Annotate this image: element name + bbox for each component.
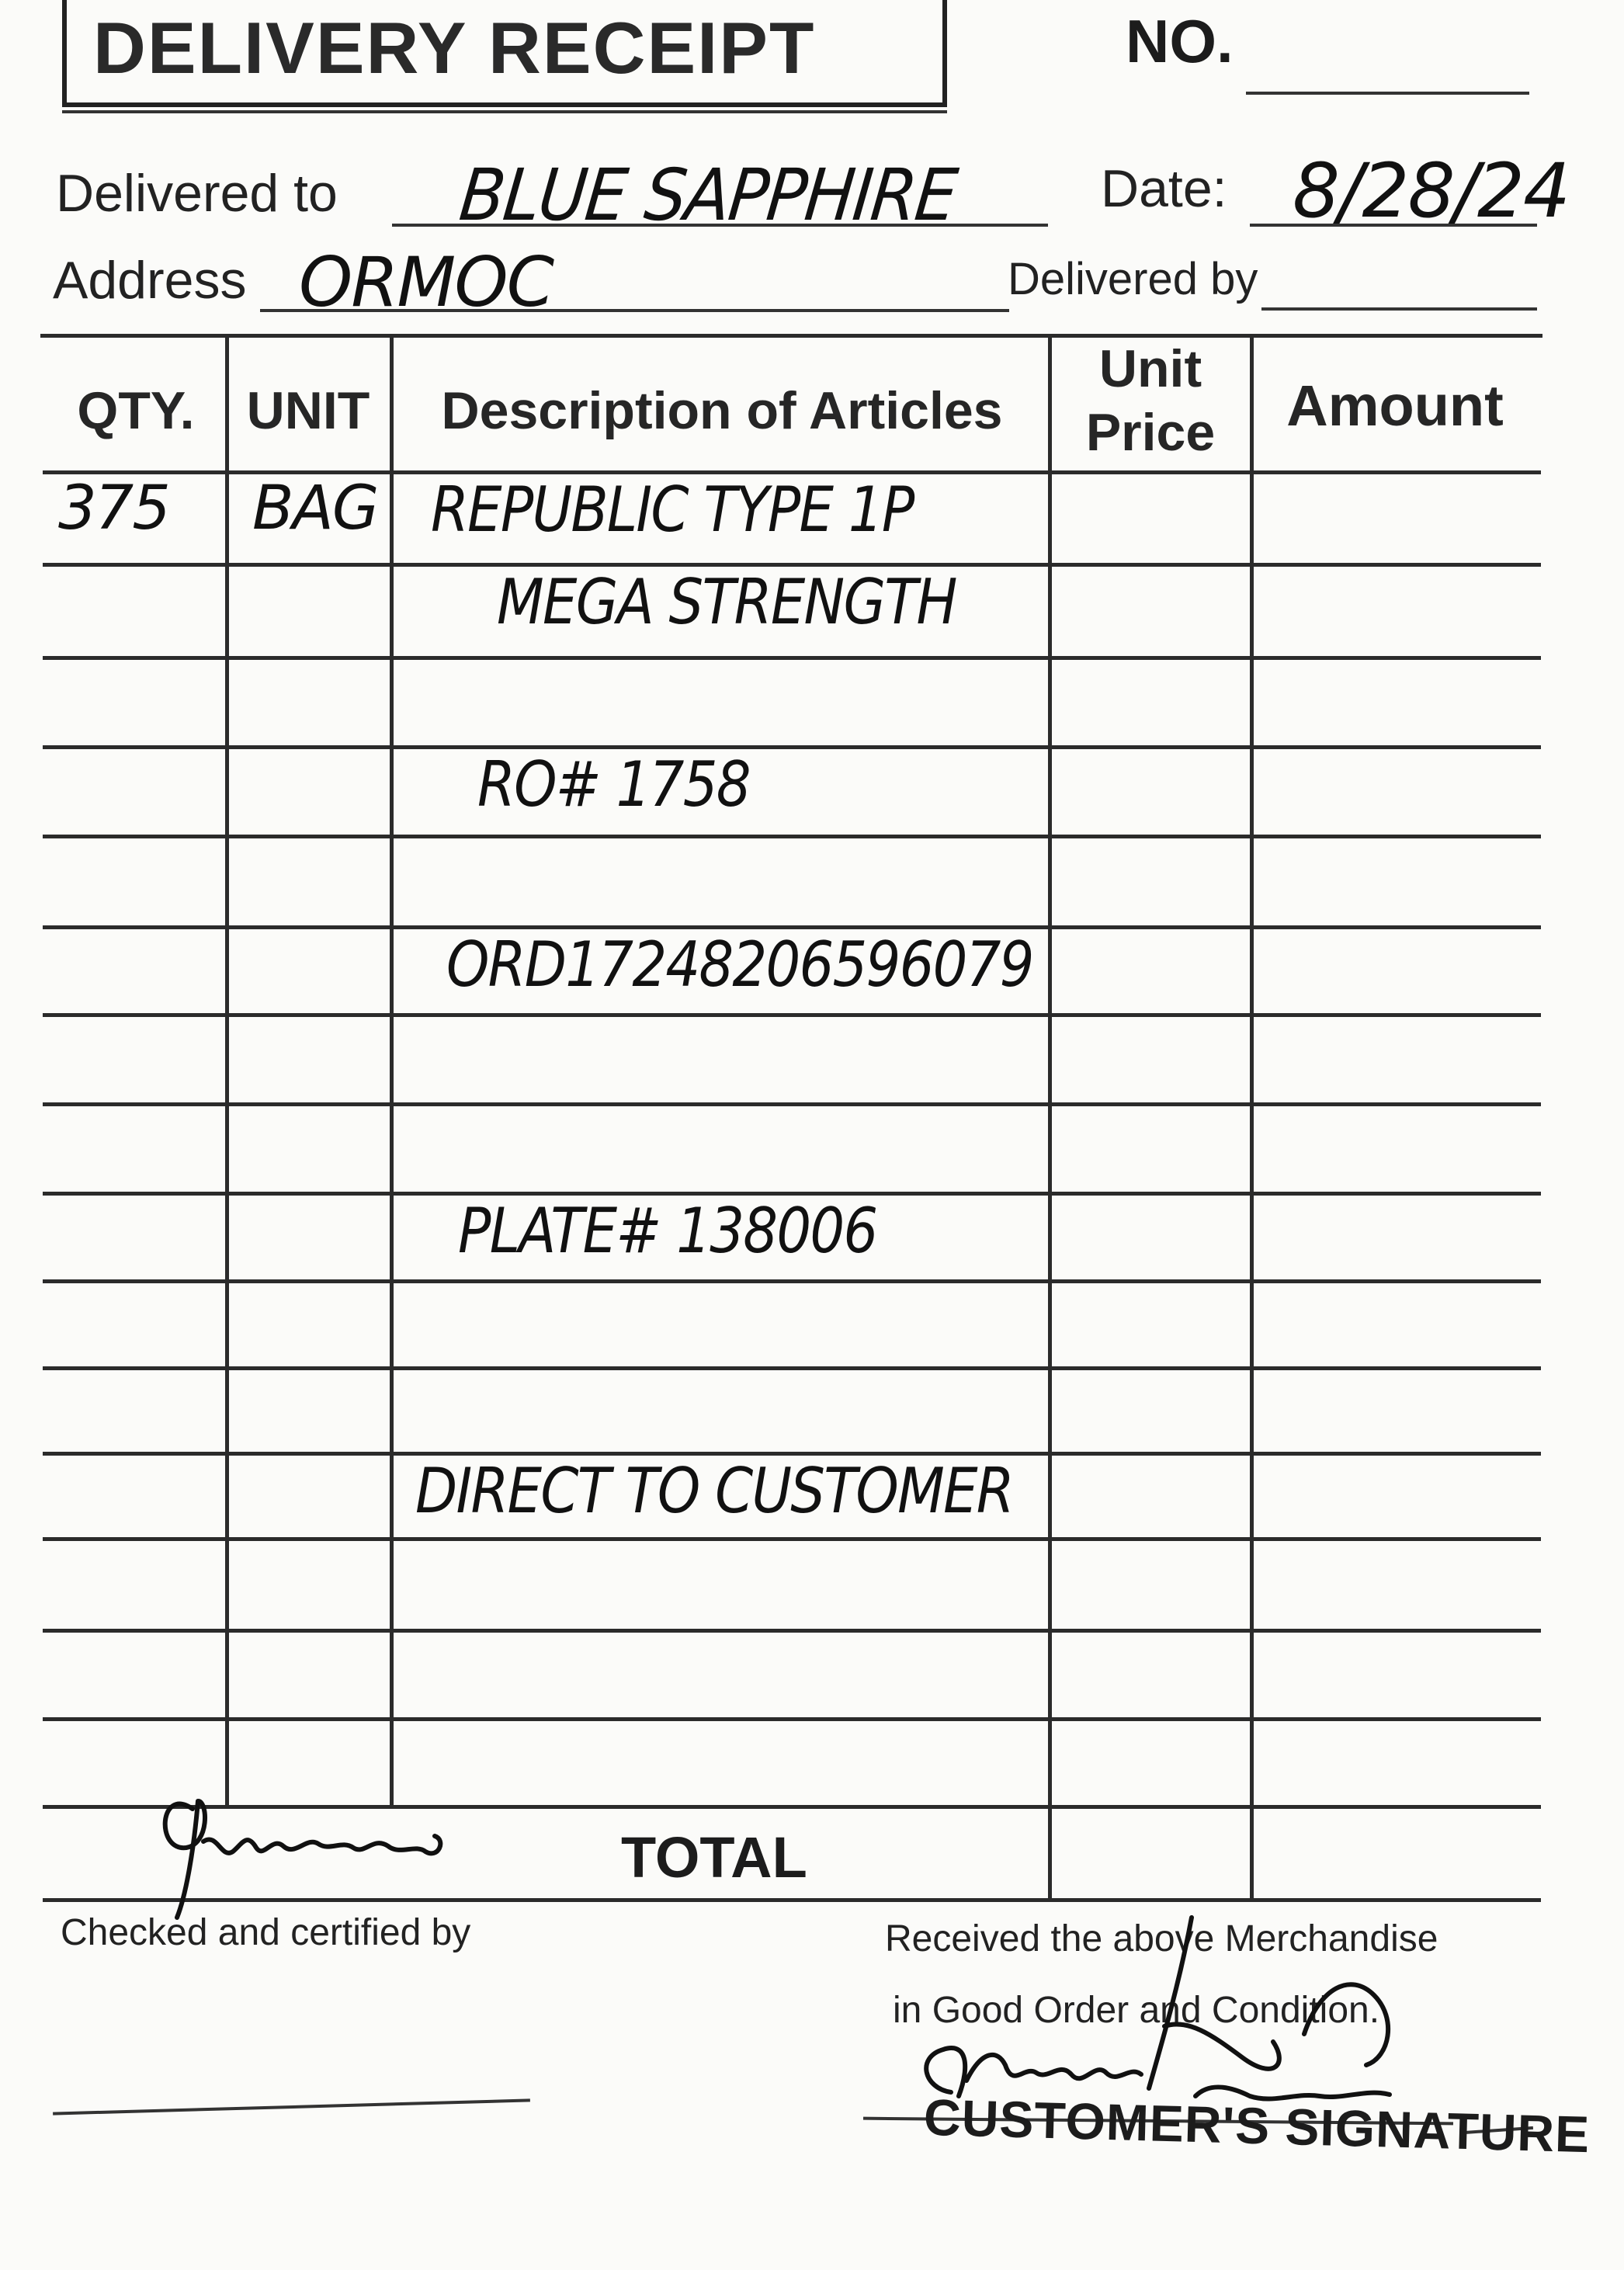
delivered-by-label: Delivered by xyxy=(1008,254,1258,304)
row-line xyxy=(43,1898,1541,1902)
column-header-unit: UNIT xyxy=(246,381,370,440)
receipt-title: DELIVERY RECEIPT xyxy=(93,7,816,89)
receipt-number-line xyxy=(1246,92,1529,95)
column-header-unit-price xyxy=(1050,337,1251,464)
customer-signature-label: CUSTOMER'S SIGNATURE xyxy=(923,2088,1591,2164)
row-line xyxy=(43,835,1541,838)
delivered-to-value: BLUE SAPPHIRE xyxy=(456,154,960,237)
address-label: Address xyxy=(53,251,247,310)
checker-signature-line xyxy=(53,2098,530,2115)
delivered-to-label: Delivered to xyxy=(56,164,338,223)
received-text-line2: in Good Order and Condition. xyxy=(893,1990,1380,2031)
row-description: DIRECT TO CUSTOMER xyxy=(415,1455,1013,1527)
row-line xyxy=(43,1013,1541,1017)
row-line xyxy=(43,1717,1541,1721)
row-line xyxy=(43,745,1541,749)
column-header-qty: QTY. xyxy=(77,381,195,440)
received-text-line1: Received the above Merchandise xyxy=(885,1918,1438,1959)
qty-unit-divider xyxy=(225,334,229,1805)
column-header-description: Description of Articles xyxy=(441,381,1003,440)
row-line xyxy=(43,656,1541,660)
row-line xyxy=(43,1279,1541,1283)
price-amount-divider xyxy=(1250,334,1254,1898)
date-value: 8/28/24 xyxy=(1293,148,1570,234)
row-line xyxy=(43,1102,1541,1106)
row-description: RO# 1758 xyxy=(477,748,750,821)
row-line xyxy=(43,1366,1541,1370)
delivered-by-line xyxy=(1261,307,1537,311)
row-description: ORD17248206596079 xyxy=(446,928,1033,1001)
address-value: ORMOC xyxy=(299,242,553,322)
column-header-amount: Amount xyxy=(1286,373,1504,438)
row-line xyxy=(43,1805,1541,1809)
row-description: MEGA STRENGTH xyxy=(497,566,956,638)
total-label: TOTAL xyxy=(621,1825,807,1890)
row-unit: BAG xyxy=(252,474,378,543)
row-line xyxy=(43,1629,1541,1633)
row-description: REPUBLIC TYPE 1P xyxy=(431,474,914,546)
date-label: Date: xyxy=(1101,159,1227,218)
unit-description-divider xyxy=(390,334,394,1805)
description-price-divider xyxy=(1048,334,1052,1898)
row-qty: 375 xyxy=(58,474,169,543)
column-header-unit-price-text: Unit Price xyxy=(1085,339,1216,462)
row-line xyxy=(43,1537,1541,1541)
row-description: PLATE# 138006 xyxy=(458,1195,877,1267)
table-top-border xyxy=(40,334,1542,338)
checked-certified-label: Checked and certified by xyxy=(61,1912,471,1953)
receipt-number-label: NO. xyxy=(1126,7,1234,75)
